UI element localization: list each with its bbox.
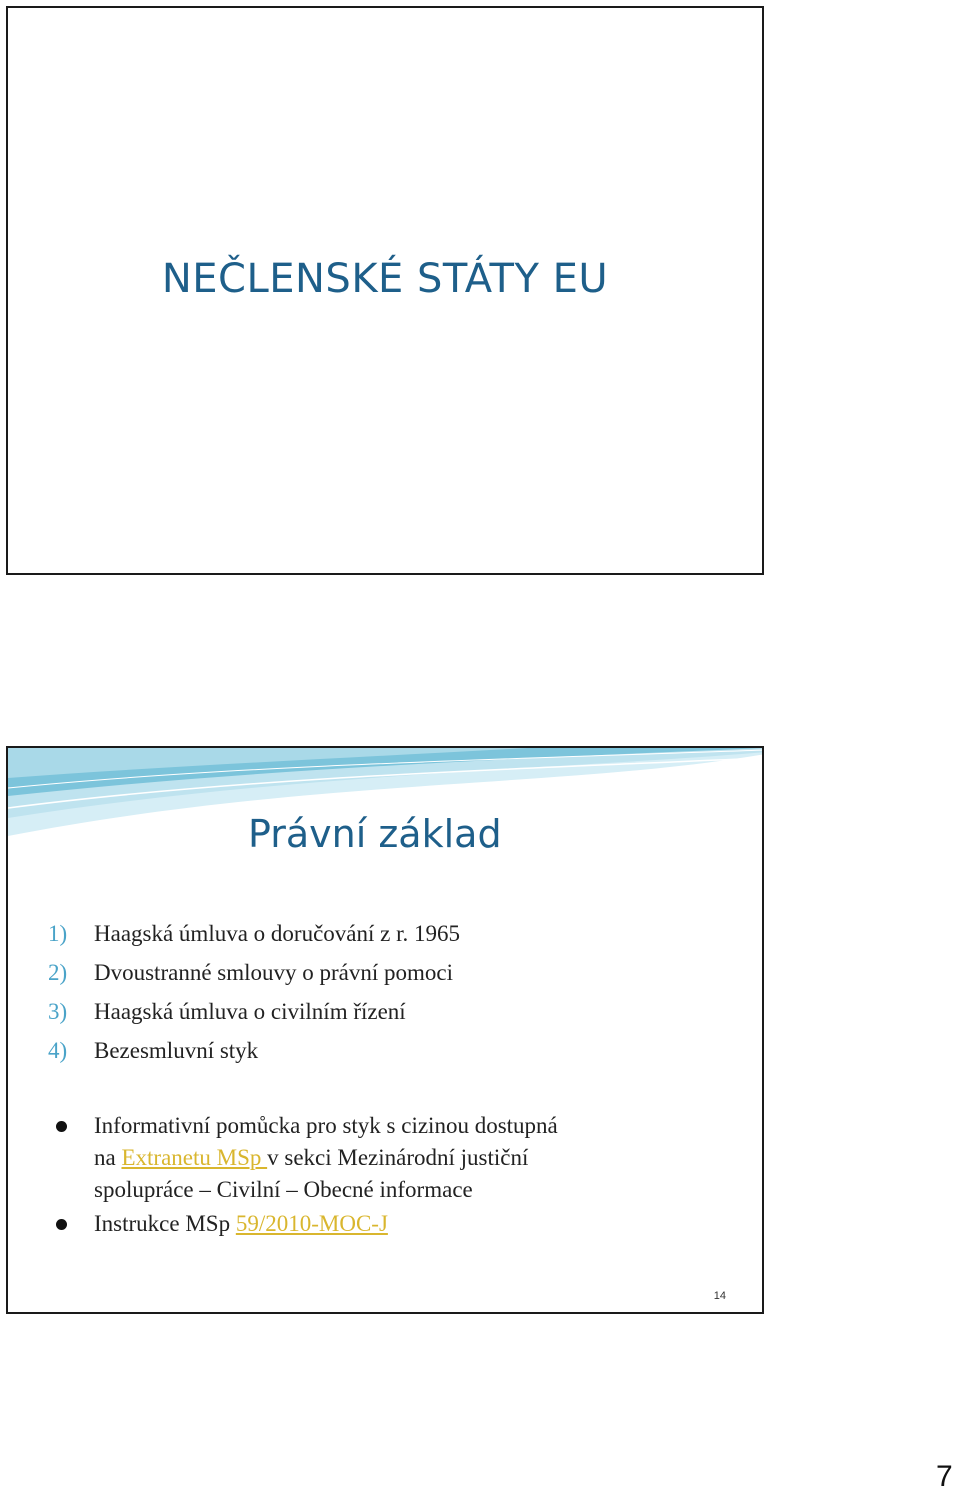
list-item bbox=[48, 992, 460, 1031]
list-number: 3) bbox=[48, 999, 68, 1024]
instruction-link[interactable]: 59/2010-MOC-J bbox=[235, 1211, 388, 1236]
list-text: Dvoustranné smlouvy o právní pomoci bbox=[94, 960, 454, 985]
bullet-line: Informativní pomůcka pro styk s cizinou dostupná bbox=[94, 1113, 558, 1138]
list-item bbox=[48, 914, 460, 953]
list-number: 2) bbox=[48, 960, 68, 985]
page-number: 7 bbox=[936, 1460, 953, 1493]
text-suffix: v sekci Mezinárodní justiční bbox=[267, 1145, 529, 1170]
bullet-line bbox=[94, 1208, 558, 1240]
numbered-list bbox=[48, 914, 460, 1070]
list-number: 1) bbox=[48, 921, 68, 946]
list-item bbox=[48, 1031, 460, 1070]
bullet-icon bbox=[56, 1219, 67, 1230]
bullet-line: spolupráce – Civilní – Obecné informace bbox=[94, 1177, 473, 1202]
slide-number: 14 bbox=[713, 1290, 726, 1302]
list-text: Bezesmluvní styk bbox=[94, 1038, 259, 1063]
bullet-line bbox=[94, 1142, 558, 1174]
bullet-item-instruction bbox=[48, 1208, 558, 1240]
text-prefix: Instrukce MSp bbox=[94, 1211, 236, 1236]
slide-1-title: NEČLENSKÉ STÁTY EU bbox=[161, 256, 609, 302]
bullet-icon bbox=[56, 1121, 67, 1132]
bullet-item-info-tool bbox=[48, 1110, 558, 1206]
slide-2 bbox=[6, 746, 764, 1314]
list-text: Haagská úmluva o doručování z r. 1965 bbox=[94, 921, 460, 946]
list-text: Haagská úmluva o civilním řízení bbox=[94, 999, 406, 1024]
slide-1 bbox=[6, 6, 764, 575]
slide-2-title: Právní základ bbox=[248, 812, 502, 856]
list-number: 4) bbox=[48, 1038, 68, 1063]
text-prefix: na bbox=[94, 1145, 122, 1170]
bullet-list bbox=[48, 1110, 558, 1242]
extranet-link[interactable]: Extranetu MSp bbox=[121, 1145, 268, 1170]
list-item bbox=[48, 953, 460, 992]
